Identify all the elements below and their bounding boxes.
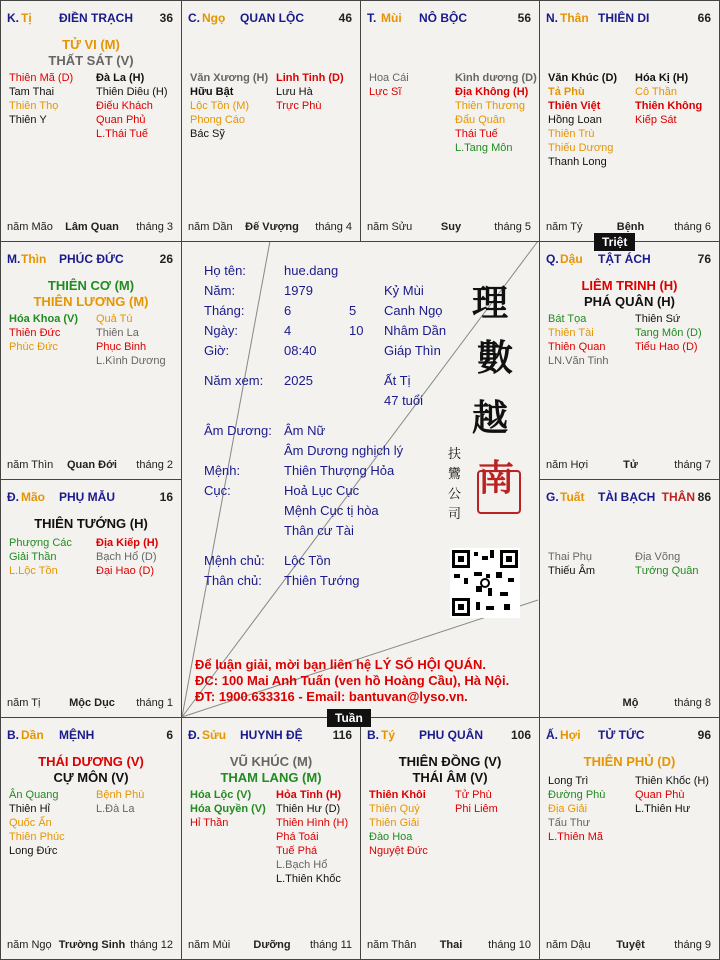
palace-year: năm Mão: [7, 221, 53, 233]
palace-number: 76: [697, 252, 711, 266]
view-year-label: Năm xem:: [204, 373, 264, 388]
star-item: Đại Hao (D): [96, 565, 155, 577]
stars-left: [548, 71, 617, 169]
stars-right: [276, 71, 344, 113]
palace-number: 36: [159, 11, 173, 25]
stars-left: [369, 788, 428, 858]
star-item: Quả Tú: [96, 313, 133, 325]
major-star: TỬ VI (M): [62, 37, 120, 52]
palace-month: tháng 6: [674, 221, 711, 233]
palace-can: M.: [7, 252, 21, 266]
hour-label: Giờ:: [204, 343, 230, 358]
palace-can: Đ.: [7, 490, 19, 504]
seal-char-2: 數: [477, 337, 514, 379]
major-star: THIÊN ĐỒNG (V): [398, 754, 502, 769]
star-item: L.Thiên Mã: [548, 831, 604, 843]
red-seal-stamp: [477, 470, 521, 514]
palace-p10[interactable]: [181, 717, 361, 960]
palace-stage: Thai: [439, 939, 463, 951]
stars-right: [635, 312, 702, 354]
stars-right: [635, 774, 709, 816]
palace-can: Ấ.: [546, 728, 558, 742]
palace-name: TÀI BẠCH: [598, 490, 656, 504]
star-item: Văn Xương (H): [190, 72, 269, 84]
star-item: L.Thiên Khốc: [276, 873, 341, 885]
day-label: Ngày:: [204, 323, 238, 338]
palace-name: MỆNH: [59, 728, 95, 742]
star-item: Đào Hoa: [369, 831, 413, 843]
palace-footer: [7, 221, 177, 235]
palace-header: [546, 11, 715, 25]
star-item: Giải Thần: [9, 551, 57, 563]
star-item: Hóa Kị (H): [635, 72, 689, 84]
star-item: Điếu Khách: [96, 100, 153, 112]
palace-name: ĐIỀN TRẠCH: [59, 11, 133, 25]
major-star: VŨ KHÚC (M): [229, 754, 313, 769]
palace-stage: Tuyệt: [616, 939, 645, 951]
palace-header: [546, 728, 715, 742]
palace-can: N.: [546, 11, 558, 25]
palace-footer: [7, 459, 177, 473]
palace-stage: Mộ: [622, 697, 639, 709]
star-item: L.Kình Dương: [96, 355, 166, 367]
amduong-label: Âm Dương:: [204, 423, 272, 438]
star-item: Địa Kiếp (H): [96, 537, 159, 549]
star-item: Văn Khúc (D): [548, 72, 618, 84]
cuc-value: Hoả Lục Cục: [284, 483, 360, 498]
palace-footer: [546, 459, 715, 473]
palace-can: C.: [188, 11, 200, 25]
star-item: Lưu Hà: [276, 86, 313, 98]
star-item: Hỉ Thần: [190, 817, 229, 829]
stars-left: [9, 536, 72, 578]
palace-footer: [188, 221, 356, 235]
palace-year: năm Mùi: [188, 939, 231, 951]
palace-chi: Sửu: [202, 728, 227, 742]
star-item: Ân Quang: [9, 789, 59, 801]
palace-header: [188, 11, 356, 25]
menhchu-label: Mệnh chủ:: [204, 553, 265, 568]
contact-address: ĐC: 100 Mai Anh Tuấn (ven hồ Hoàng Cầu), Hà Nội.: [195, 673, 510, 688]
star-item: Thiên Y: [9, 114, 47, 126]
star-item: Thiên Đức: [9, 327, 61, 339]
stars-right: [96, 536, 158, 578]
star-item: Thiên Quý: [369, 803, 420, 815]
palace-chi: Thìn: [21, 252, 47, 266]
star-item: Thiên Thọ: [9, 100, 59, 112]
palace-month: tháng 11: [309, 939, 352, 951]
palace-number: 46: [338, 11, 352, 25]
star-item: LN.Văn Tinh: [548, 355, 609, 367]
star-item: Linh Tinh (D): [276, 72, 344, 84]
star-item: Thiên Khôi: [369, 789, 426, 801]
palace-header: [546, 252, 715, 266]
name-value: hue.dang: [284, 263, 339, 278]
palace-month: tháng 12: [130, 939, 173, 951]
stars-left: [190, 788, 266, 830]
star-item: Hồng Loan: [548, 114, 602, 126]
day-canchi: Nhâm Dần: [384, 323, 447, 338]
palace-header: [188, 728, 356, 742]
star-item: Hữu Bật: [190, 86, 234, 98]
palace-p8[interactable]: [539, 479, 720, 718]
palace-header: [7, 490, 177, 504]
star-item: Thiên La: [96, 327, 139, 339]
star-item: Tướng Quân: [635, 565, 699, 577]
star-item: Thái Tuế: [455, 128, 498, 140]
palace-month: tháng 3: [136, 221, 173, 233]
palace-year: năm Sửu: [367, 221, 413, 233]
palace-header: [546, 490, 715, 504]
star-item: Thiên Trù: [548, 128, 595, 140]
contact-phone-email[interactable]: ĐT: 1900.633316 - Email: bantuvan@lyso.vn.: [195, 689, 468, 704]
palace-stage: Dưỡng: [253, 939, 291, 951]
cuc-value-2: Mệnh Cục tị hòa: [284, 503, 379, 518]
stars-right: [96, 788, 144, 816]
palace-year: năm Thìn: [7, 459, 54, 471]
thanchu-value: Thiên Tướng: [284, 573, 360, 588]
star-item: Lộc Tồn (M): [190, 100, 250, 112]
palace-chi: Hợi: [560, 728, 581, 742]
palace-p2[interactable]: [181, 0, 361, 242]
palace-footer: [367, 221, 535, 235]
major-star: THAM LANG (M): [220, 770, 322, 785]
palace-name: PHỤ MẪU: [59, 490, 115, 504]
palace-stage: Tử: [623, 459, 638, 471]
palace-p12[interactable]: [539, 717, 720, 960]
palace-month: tháng 1: [136, 697, 173, 709]
palace-stage: Quan Đới: [67, 459, 117, 471]
stars-left: [190, 71, 268, 141]
star-item: Thiên Thương: [455, 100, 526, 112]
stars-right: [455, 788, 498, 816]
stars-left: [548, 774, 605, 844]
palace-name: QUAN LỘC: [240, 11, 304, 25]
star-item: Tuế Phá: [276, 845, 318, 857]
star-item: L.Thái Tuế: [96, 128, 148, 140]
palace-year: năm Tị: [7, 697, 41, 709]
star-item: Tang Môn (D): [635, 327, 702, 339]
star-item: Thiên Mã (D): [9, 72, 74, 84]
star-item: L.Đà La: [96, 803, 135, 815]
palace-header: [7, 252, 177, 266]
palace-can: K.: [7, 11, 19, 25]
palace-p9[interactable]: [0, 717, 182, 960]
star-item: Đẩu Quân: [455, 114, 506, 126]
star-item: Kiếp Sát: [635, 114, 677, 126]
star-item: Thiên Diêu (H): [96, 86, 168, 98]
stars-left: [548, 550, 595, 578]
amduong-value: Âm Nữ: [284, 423, 326, 438]
star-item: Địa Không (H): [455, 86, 529, 98]
palace-header: [367, 11, 535, 25]
star-item: Thiên Việt: [548, 100, 601, 112]
palace-header: [7, 11, 177, 25]
triet-mark: Triệt: [594, 233, 635, 251]
major-star: THẤT SÁT (V): [48, 53, 134, 68]
palace-number: 16: [159, 490, 173, 504]
stars-right: [635, 550, 699, 578]
star-item: Bác Sỹ: [190, 128, 225, 140]
palace-name: NÔ BỘC: [419, 11, 467, 25]
major-star: THÁI DƯƠNG (V): [38, 754, 144, 769]
palace-chi: Tị: [21, 11, 32, 25]
palace-name: PHÚC ĐỨC: [59, 252, 124, 266]
palace-chi: Tuất: [560, 490, 585, 504]
amduong-value-2: Âm Dương nghịch lý: [284, 443, 404, 458]
star-item: Thiên Hư (D): [276, 803, 341, 815]
star-item: Phượng Các: [9, 537, 72, 549]
palace-chi: Dần: [21, 728, 44, 742]
star-item: Thiếu Âm: [548, 565, 596, 577]
palace-can: B.: [7, 728, 19, 742]
palace-can: Đ.: [188, 728, 200, 742]
stars-right: [635, 71, 702, 127]
month-canchi: Canh Ngọ: [384, 303, 443, 318]
major-star: THIÊN TƯỚNG (H): [34, 516, 148, 531]
palace-stage: Mộc Dục: [69, 697, 115, 709]
star-item: Hóa Khoa (V): [9, 313, 79, 325]
star-item: Thiên Tài: [548, 327, 594, 339]
star-item: Quốc Ấn: [9, 817, 52, 829]
palace-footer: [7, 697, 177, 711]
star-item: Long Trì: [548, 775, 589, 787]
qr-code[interactable]: [450, 548, 520, 618]
hour-value: 08:40: [284, 343, 317, 358]
cuc-label: Cục:: [204, 483, 231, 498]
star-item: Địa Giải: [548, 803, 588, 815]
menhchu-value: Lộc Tồn: [284, 553, 331, 568]
name-label: Họ tên:: [204, 263, 246, 278]
palace-number: 106: [510, 728, 531, 742]
palace-year: năm Thân: [367, 939, 417, 951]
star-item: Bát Tọa: [548, 313, 587, 325]
view-year-canchi: Ất Tị: [384, 373, 411, 388]
palace-name: HUYNH ĐỆ: [240, 728, 303, 742]
star-item: Cô Thần: [635, 86, 677, 98]
star-item: Thanh Long: [548, 156, 607, 168]
palace-footer: [546, 697, 715, 711]
major-star: THÁI ÂM (V): [412, 770, 488, 785]
star-item: Tam Thai: [9, 86, 55, 98]
stars-right: [96, 312, 166, 368]
stars-left: [9, 312, 78, 354]
star-item: Quan Phủ: [96, 114, 146, 126]
palace-stage: Đế Vượng: [245, 221, 299, 233]
palace-chi: Tý: [381, 728, 396, 742]
star-item: L.Lộc Tồn: [9, 565, 58, 577]
palace-stage: Suy: [440, 221, 462, 233]
star-item: Phúc Đức: [9, 341, 58, 353]
stars-left: [548, 312, 609, 368]
palace-name: PHU QUÂN: [419, 728, 484, 742]
palace-chi: Dậu: [560, 252, 583, 266]
star-item: Thiên Phúc: [9, 831, 65, 843]
seal-char-1: 理: [472, 282, 509, 324]
palace-can: G.: [546, 490, 559, 504]
star-item: Phi Liêm: [455, 803, 498, 815]
palace-chi: Mùi: [381, 11, 402, 25]
seal-small-text: 扶鸞公司: [448, 447, 462, 522]
star-item: Trực Phù: [276, 100, 322, 112]
stars-left: [369, 71, 409, 99]
star-item: Bạch Hổ (D): [96, 551, 157, 563]
star-item: Đường Phù: [548, 789, 606, 801]
palace-number: 66: [697, 11, 711, 25]
menh-value: Thiên Thượng Hỏa: [284, 463, 395, 478]
star-item: Thiên Quan: [548, 341, 606, 353]
palace-header: [367, 728, 535, 742]
palace-p1[interactable]: [0, 0, 182, 242]
palace-name: TỬ TỨC: [598, 728, 645, 742]
palace-p3[interactable]: [360, 0, 540, 242]
seal-char-4: 南: [478, 457, 515, 499]
thanchu-label: Thân chủ:: [204, 573, 262, 588]
star-item: Hóa Quyền (V): [190, 803, 266, 815]
star-item: Thiên Hình (H): [276, 817, 349, 829]
palace-chi: Ngọ: [202, 11, 226, 25]
hour-canchi: Giáp Thìn: [384, 343, 441, 358]
age-value: 47 tuổi: [384, 393, 424, 408]
major-star: CỰ MÔN (V): [53, 770, 129, 785]
palace-header: [7, 728, 177, 742]
star-item: Thiên Giải: [369, 817, 420, 829]
palace-can: T.: [367, 11, 377, 25]
palace-month: tháng 8: [674, 697, 711, 709]
palace-p7[interactable]: [0, 479, 182, 718]
star-item: Thiên Sứ: [635, 313, 681, 325]
stars-right: [276, 788, 348, 886]
palace-stage: Trường Sinh: [58, 939, 126, 951]
than-tag: THÂN: [661, 490, 695, 504]
star-item: Thiên Hỉ: [9, 803, 50, 815]
palace-p6[interactable]: [539, 241, 720, 480]
palace-year: năm Tý: [546, 221, 583, 233]
star-item: Phục Binh: [96, 341, 147, 353]
star-item: Nguyệt Đức: [369, 845, 428, 857]
star-item: L.Bạch Hổ: [276, 859, 328, 871]
palace-month: tháng 2: [136, 459, 173, 471]
contact-line-1: Để luận giải, mời bạn liên hệ LÝ SỐ HỘI QUÁN.: [195, 657, 486, 672]
contact-info: [195, 657, 509, 705]
palace-footer: [7, 939, 177, 953]
palace-month: tháng 10: [488, 939, 531, 951]
seal-char-3: 越: [472, 397, 509, 439]
star-item: Tấu Thư: [548, 817, 591, 829]
star-item: Hỏa Tinh (H): [276, 789, 342, 801]
palace-number: 26: [159, 252, 173, 266]
year-label: Năm:: [204, 283, 236, 298]
star-item: Hoa Cái: [369, 72, 409, 84]
star-item: Long Đức: [9, 845, 58, 857]
star-item: Địa Võng: [635, 551, 681, 563]
palace-number: 6: [166, 728, 173, 742]
palace-footer: [188, 939, 356, 953]
palace-p11[interactable]: [360, 717, 540, 960]
palace-year: năm Ngọ: [7, 939, 52, 951]
star-item: Tiểu Hao (D): [635, 341, 698, 353]
day-value: 4: [284, 323, 292, 338]
palace-name: THIÊN DI: [598, 11, 650, 25]
palace-year: năm Dậu: [546, 939, 591, 951]
palace-can: Q.: [546, 252, 559, 266]
tuan-mark: Tuần: [327, 709, 371, 727]
palace-month: tháng 4: [315, 221, 352, 233]
major-star: LIÊM TRINH (H): [581, 278, 678, 293]
star-item: Phong Cáo: [190, 114, 246, 126]
palace-stage: Lâm Quan: [65, 221, 119, 233]
star-item: Thiên Khốc (H): [635, 775, 709, 787]
star-item: Thiên Không: [635, 100, 703, 112]
star-item: Phá Toái: [276, 831, 319, 843]
star-item: L.Tang Môn: [455, 142, 513, 154]
month-label: Tháng:: [204, 303, 245, 318]
major-star: THIÊN LƯƠNG (M): [33, 294, 149, 309]
stars-left: [9, 71, 73, 127]
palace-month: tháng 7: [674, 459, 711, 471]
cuc-value-3: Thân cư Tài: [284, 523, 354, 538]
month-value-2: 5: [349, 303, 357, 318]
major-star: THIÊN PHỦ (D): [583, 754, 676, 769]
palace-chi: Thân: [560, 11, 589, 25]
palace-number: 56: [517, 11, 531, 25]
palace-year: năm Hợi: [546, 459, 589, 471]
star-item: Bệnh Phù: [96, 789, 145, 801]
palace-p4[interactable]: [539, 0, 720, 242]
star-item: Thiếu Dương: [548, 142, 614, 154]
stars-right: [96, 71, 168, 141]
menh-label: Mệnh:: [204, 463, 241, 478]
palace-p5[interactable]: [0, 241, 182, 480]
palace-footer: [367, 939, 535, 953]
year-value: 1979: [284, 283, 313, 298]
star-item: Thai Phụ: [548, 551, 593, 563]
stars-left: [9, 788, 65, 858]
year-canchi: Kỷ Mùi: [384, 283, 424, 298]
palace-number: 96: [697, 728, 711, 742]
palace-month: tháng 5: [494, 221, 531, 233]
star-item: Tử Phù: [455, 789, 492, 801]
palace-footer: [546, 939, 715, 953]
palace-chi: Mão: [21, 490, 45, 504]
stars-right: [455, 71, 537, 155]
star-item: Hóa Lộc (V): [190, 789, 252, 801]
palace-number: 116: [332, 728, 352, 742]
palace-number: 86: [697, 490, 711, 504]
palace-month: tháng 9: [674, 939, 711, 951]
star-item: Tả Phù: [548, 86, 585, 98]
palace-year: năm Dần: [188, 221, 233, 233]
month-value: 6: [284, 303, 292, 318]
star-item: Đà La (H): [96, 72, 145, 84]
view-year-value: 2025: [284, 373, 313, 388]
palace-name: TẬT ÁCH: [598, 252, 651, 266]
star-item: Lực Sĩ: [369, 86, 402, 98]
day-value-2: 10: [349, 323, 364, 338]
palace-can: B.: [367, 728, 379, 742]
star-item: L.Thiên Hư: [635, 803, 691, 815]
major-star: PHÁ QUÂN (H): [584, 294, 675, 309]
major-star: THIÊN CƠ (M): [47, 278, 135, 293]
palace-stage: Bệnh: [616, 221, 645, 233]
star-item: Quan Phù: [635, 789, 685, 801]
star-item: Kình dương (D): [455, 72, 537, 84]
